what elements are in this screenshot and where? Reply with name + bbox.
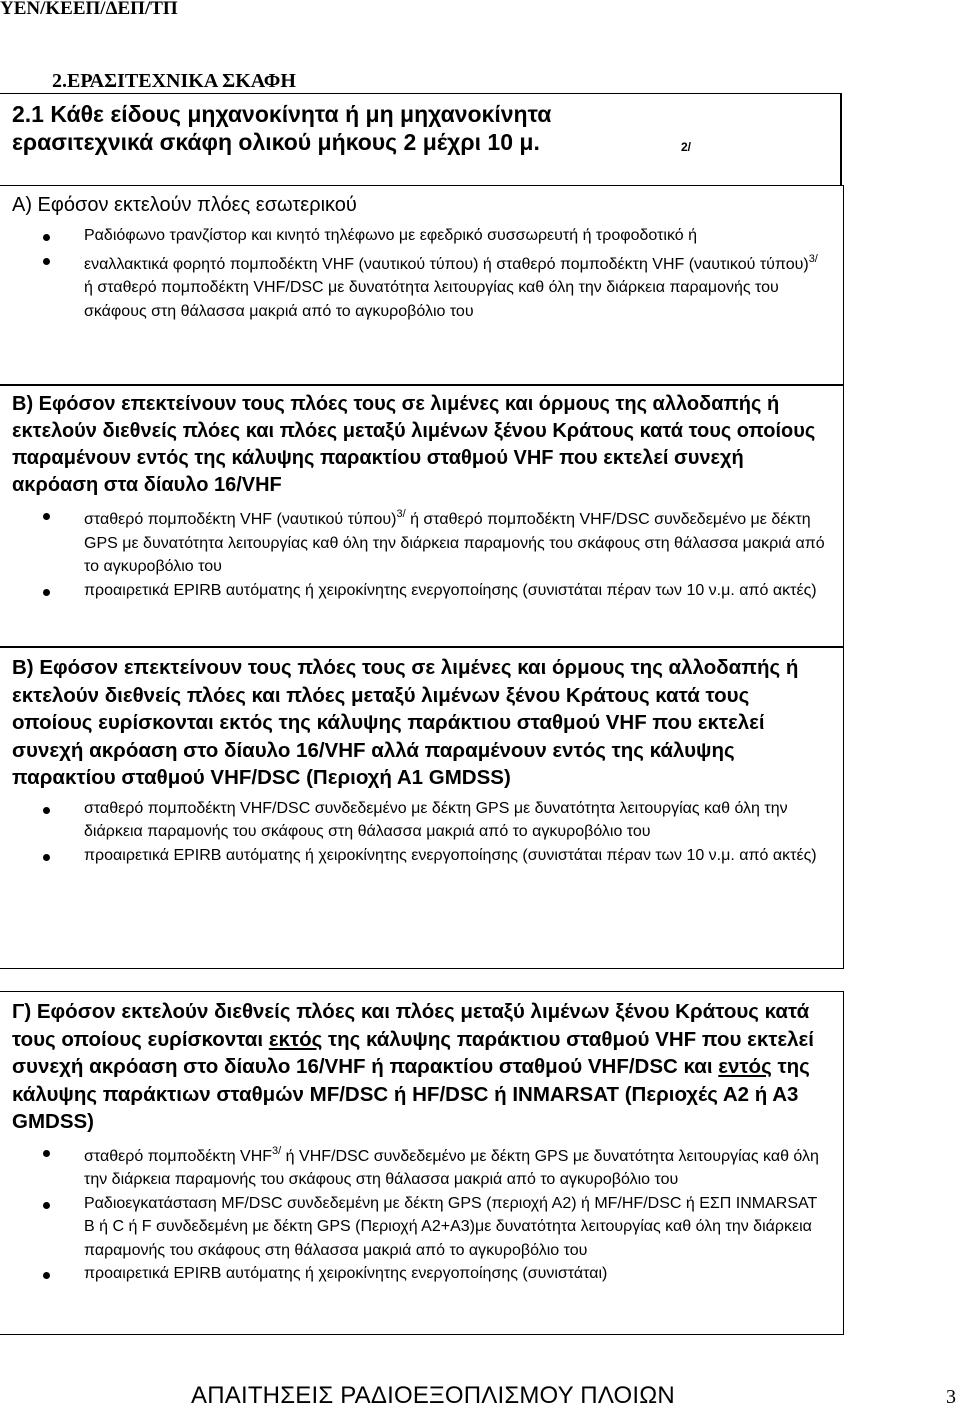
bullet-icon [43, 807, 50, 814]
list-item-text: προαιρετικά EPIRB αυτόματης ή χειροκίνητης ενεργοποίησης (συνιστάται πέραν των 10 ν.μ. από ακτές) [84, 846, 817, 864]
subsection-title-box [0, 93, 842, 185]
bullet-icon [43, 1272, 50, 1279]
bullet-icon [43, 854, 50, 861]
section-b2-title: Β) Εφόσον επεκτείνουν τους πλόες τους σε λιμένες και όρμους της αλλοδαπής ή εκτελούν διεθνείς πλόες και πλόες μεταξύ λιμένων ξένου Κράτους κατά τους οποίους ευρίσκονται εκτός της κάλυψης παράκτιου σταθμού VHF που εκτελεί συνεχή ακρόαση στο δίαυλο 16/VHF αλλά παραμένουν εντός της κάλυψης παρακτίου σταθμού VHF/DSC (Περιοχή Α1 GMDSS) [12, 656, 799, 789]
list-item-text-post: ή VHF/DSC συνδεδεμένο με δέκτη GPS με δυνατότητα λειτουργίας καθ όλη την διάρκεια παραμονής του σκάφους στη θάλασσα μακριά από το αγκυροβόλιο του [84, 1147, 819, 1188]
section-c-list [0, 1140, 843, 1286]
list-item-text-post: ή σταθερό πομποδέκτη VHF/DSC με δυνατότητα λειτουργίας καθ όλη την διάρκεια παραμονής του σκάφους στη θάλασσα μακριά από το αγκυροβόλιο του [84, 279, 779, 320]
list-item [0, 579, 843, 603]
bullet-icon [43, 1150, 50, 1157]
section-c-title-underlined-outside: εκτός [268, 1027, 323, 1051]
section-b2-list [0, 797, 843, 868]
section-b1-list [0, 503, 843, 602]
list-item [0, 503, 843, 579]
bullet-icon [43, 258, 50, 265]
section-c-title-underlined-inside: εντός [718, 1055, 772, 1078]
section-b2-box [0, 647, 844, 969]
list-item [0, 1262, 843, 1286]
page-number: 3 [946, 1386, 956, 1408]
section-b1-title: Β) Εφόσον επεκτείνουν τους πλόες τους σε λιμένες και όρμους της αλλοδαπής ή εκτελούν διεθνείς πλόες και πλόες μεταξύ λιμένων ξένου Κράτους κατά τους οποίους παραμένουν εντός της κάλυψης παρακτίου σταθμού VHF που εκτελεί συνεχή ακρόαση στα δίαυλο 16/VHF [12, 393, 816, 496]
list-item [0, 1192, 843, 1263]
list-item-text: προαιρετικά EPIRB αυτόματης ή χειροκίνητης ενεργοποίησης (συνιστάται) [84, 1265, 608, 1282]
bullet-icon [43, 589, 50, 596]
list-item-text-pre: σταθερό πομποδέκτη VHF [84, 1147, 273, 1165]
subsection-title-line1: 2.1 Κάθε είδους μηχανοκίνητα ή μη μηχανοκίνητα [12, 101, 552, 127]
bullet-icon [43, 1202, 50, 1209]
footnote-marker: 3/ [808, 252, 818, 265]
list-item-text-post: ή σταθερό πομποδέκτη VHF/DSC συνδεδεμένο με δέκτη GPS με δυνατότητα λειτουργίας καθ όλη την διάρκεια παραμονής του σκάφους στη θάλασσα μακριά από το αγκυροβόλιο του [84, 511, 825, 575]
subsection-title-line2: ερασιτεχνικά σκάφη ολικού μήκους 2 μέχρι 10 μ. [12, 129, 540, 155]
list-item [0, 1140, 843, 1192]
section-a-title: Α) Εφόσον εκτελούν πλόες εσωτερικού [12, 194, 357, 216]
section-a-list [0, 224, 843, 323]
list-item-text-pre: σταθερό πομποδέκτη VHF (ναυτικού τύπου) [84, 511, 397, 528]
list-item-text: Ραδιόφωνο τρανζίστορ και κινητό τηλέφωνο με εφεδρικό συσσωρευτή ή τροφοδοτικό ή [84, 227, 698, 244]
bullet-icon [43, 513, 50, 520]
section-c-title-mid: της κάλυψης παράκτιου σταθμού VHF που εκτελεί συνεχή ακρόαση στο δίαυλο 16/VHF ή παρακτίου σταθμού VHF/DSC και [12, 1027, 814, 1078]
bullet-icon [43, 234, 50, 241]
document-code: ΥΕΝ/ΚΕΕΠ/ΔΕΠ/ΤΠ [0, 0, 178, 19]
list-item [0, 248, 843, 324]
section-heading: 2.ΕΡΑΣΙΤΕΧΝΙΚΑ ΣΚΑΦΗ [52, 70, 296, 92]
section-c-title-post: της κάλυψης παράκτιων σταθμών MF/DSC ή HF/DSC ή INMARSAT (Περιοχές Α2 ή Α3 GMDSS) [12, 1055, 810, 1133]
section-b1-box [0, 385, 844, 647]
list-item [0, 797, 843, 844]
list-item-text: προαιρετικά EPIRB αυτόματης ή χειροκίνητης ενεργοποίησης (συνιστάται πέραν των 10 ν.μ. από ακτές) [84, 581, 817, 599]
list-item [0, 224, 843, 248]
list-item-text: σταθερό πομποδέκτη VHF/DSC συνδεδεμένο με δέκτη GPS με δυνατότητα λειτουργίας καθ όλη την διάρκεια παραμονής του σκάφους στη θάλασσα μακριά από το αγκυροβόλιο του [84, 799, 788, 840]
footer-title: ΑΠΑΙΤΗΣΕΙΣ ΡΑΔΙΟΕΞΟΠΛΙΣΜΟΥ ΠΛΟΙΩΝ [191, 1382, 675, 1409]
section-a-box [0, 185, 844, 385]
list-item-text-pre: εναλλακτικά φορητό πομποδέκτη VHF (ναυτικού τύπου) ή σταθερό πομποδέκτη VHF (ναυτικού τύπου) [84, 255, 809, 273]
list-item-text: Ραδιοεγκατάσταση MF/DSC συνδεδεμένη με δέκτη GPS (περιοχή Α2) ή MF/HF/DSC ή ΕΣΠ INMARSAT B ή C ή F συνδεδεμένη με δέκτη GPS (Περιοχή Α2+Α3)με δυνατότητα λειτουργίας καθ όλη την διάρκεια παραμονής του σκάφους στη θάλασσα μακριά από το αγκυροβόλιο του [84, 1194, 817, 1259]
list-item [0, 844, 843, 868]
section-c-box [0, 991, 844, 1335]
footnote-marker: 3/ [396, 508, 406, 520]
footnote-marker: 3/ [272, 1144, 282, 1157]
footnote-marker: 2/ [681, 140, 692, 154]
section-c-title [0, 998, 843, 1136]
section-c-title-pre: Γ) Εφόσον εκτελούν διεθνείς πλόες και πλόες μεταξύ λιμένων ξένου Κράτους κατά τους οποίους ευρίσκονται [12, 1000, 810, 1051]
